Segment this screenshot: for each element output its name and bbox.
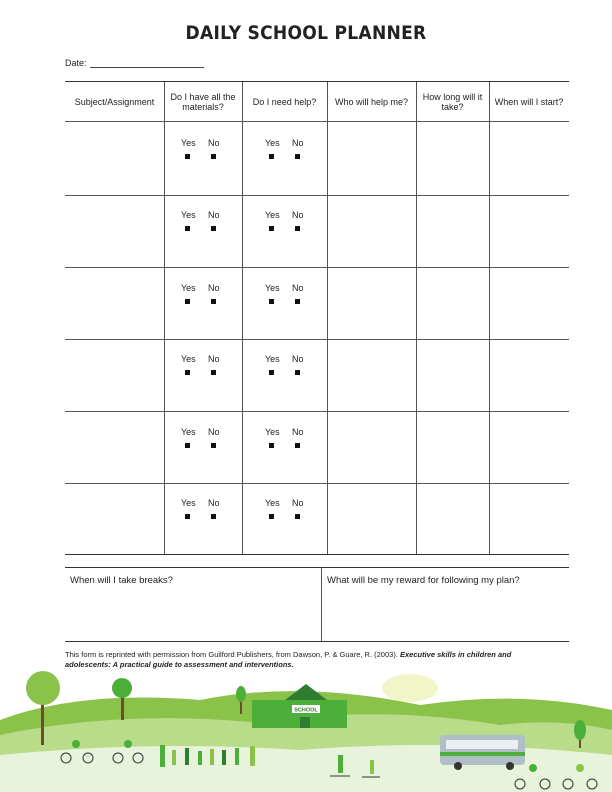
row-divider [65,339,569,340]
header-when-start: When will I start? [494,97,564,107]
date-line[interactable] [90,58,204,68]
no-checkbox[interactable] [295,370,300,375]
cloud-icon [382,674,438,702]
yes-label: Yes [181,498,196,508]
no-label: No [208,283,220,293]
planner-table [65,81,569,555]
no-checkbox[interactable] [211,154,216,159]
school-sign: SCHOOL [294,707,318,714]
yes-label: Yes [265,138,280,148]
header-who-helps: Who will help me? [334,97,409,107]
no-label: No [292,498,304,508]
no-label: No [208,354,220,364]
no-checkbox[interactable] [295,226,300,231]
yes-checkbox[interactable] [185,514,190,519]
yes-label: Yes [265,354,280,364]
no-checkbox[interactable] [295,443,300,448]
date-label: Date: [65,58,87,68]
no-label: No [292,427,304,437]
yes-label: Yes [181,283,196,293]
no-label: No [208,427,220,437]
yes-label: Yes [181,427,196,437]
no-checkbox[interactable] [211,226,216,231]
credit-book-title: Executive skills in children and adolescents: A practical guide to assessment and interventions. [65,650,512,669]
row-divider [65,267,569,268]
date-field[interactable] [65,58,204,68]
yes-checkbox[interactable] [185,299,190,304]
yes-label: Yes [181,138,196,148]
yes-label: Yes [265,427,280,437]
yes-label: Yes [265,210,280,220]
yes-checkbox[interactable] [185,443,190,448]
yes-checkbox[interactable] [185,226,190,231]
no-checkbox[interactable] [295,514,300,519]
no-checkbox[interactable] [295,299,300,304]
yes-checkbox[interactable] [185,154,190,159]
row-divider [65,195,569,196]
yes-checkbox[interactable] [269,370,274,375]
credit-text: This form is reprinted with permission from Guilford Publishers, from Dawson, P. & Guare, R. (2003). [65,650,398,659]
page-title: DAILY SCHOOL PLANNER [185,22,427,44]
yes-label: Yes [181,210,196,220]
no-label: No [208,498,220,508]
no-checkbox[interactable] [211,299,216,304]
school-building-icon [252,684,347,728]
header-subject: Subject/Assignment [74,97,155,107]
yes-checkbox[interactable] [185,370,190,375]
reward-question: What will be my reward for following my plan? [327,575,520,586]
no-checkbox[interactable] [211,514,216,519]
no-label: No [292,210,304,220]
yes-checkbox[interactable] [269,299,274,304]
yes-checkbox[interactable] [269,226,274,231]
yes-checkbox[interactable] [269,154,274,159]
header-materials: Do I have all the materials? [170,92,236,112]
yes-label: Yes [181,354,196,364]
no-checkbox[interactable] [295,154,300,159]
header-need-help: Do I need help? [252,97,317,107]
yes-checkbox[interactable] [269,514,274,519]
yes-checkbox[interactable] [269,443,274,448]
breaks-question: When will I take breaks? [70,575,173,586]
yes-label: Yes [265,283,280,293]
row-divider [65,483,569,484]
no-label: No [292,283,304,293]
column-divider [321,568,322,641]
row-divider [65,411,569,412]
bus-icon [440,735,525,770]
no-checkbox[interactable] [211,443,216,448]
no-label: No [292,138,304,148]
no-label: No [292,354,304,364]
yes-label: Yes [265,498,280,508]
no-label: No [208,210,220,220]
header-how-long: How long will it take? [422,92,483,112]
no-checkbox[interactable] [211,370,216,375]
school-scene-illustration [0,660,612,792]
no-label: No [208,138,220,148]
bottom-questions [65,567,569,642]
